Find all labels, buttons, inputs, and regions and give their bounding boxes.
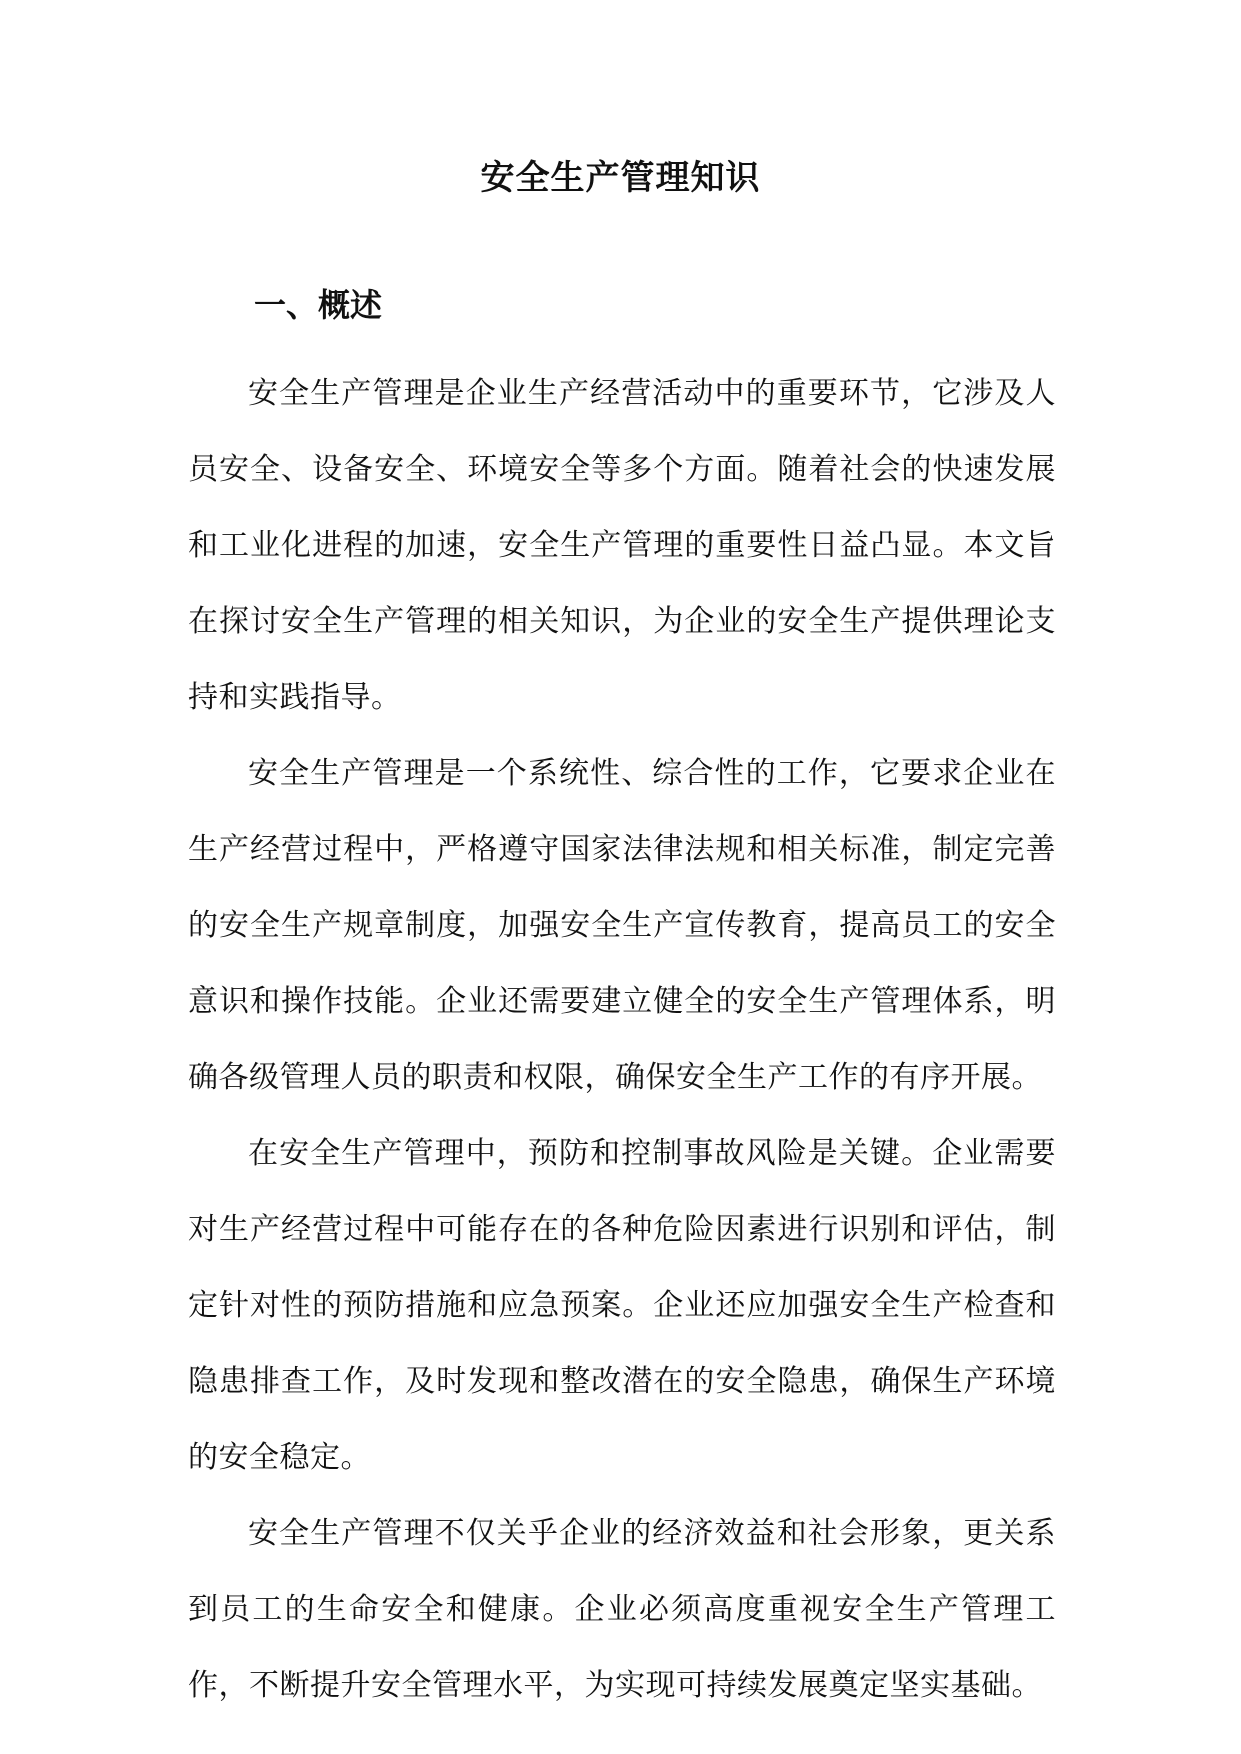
paragraph-2: 安全生产管理是一个系统性、综合性的工作，它要求企业在生产经营过程中，严格遵守国家法律法规和相关标准，制定完善的安全生产规章制度，加强安全生产宣传教育，提高员工的安全意识和操作技能。企业还需要建立健全的安全生产管理体系，明确各级管理人员的职责和权限，确保安全生产工作的有序开展。 <box>188 756 1056 1095</box>
paragraph-1: 安全生产管理是企业生产经营活动中的重要环节，它涉及人员安全、设备安全、环境安全等多个方面。随着社会的快速发展和工业化进程的加速，安全生产管理的重要性日益凸显。本文旨在探讨安全生产管理的相关知识，为企业的安全生产提供理论支持和实践指导。 <box>188 376 1056 715</box>
document-body <box>188 356 1056 1724</box>
section-heading: 一、概述 <box>254 286 383 324</box>
paragraph-3: 在安全生产管理中，预防和控制事故风险是关键。企业需要对生产经营过程中可能存在的各种危险因素进行识别和评估，制定针对性的预防措施和应急预案。企业还应加强安全生产检查和隐患排查工作，及时发现和整改潜在的安全隐患，确保生产环境的安全稳定。 <box>188 1136 1056 1475</box>
document-title: 安全生产管理知识 <box>480 158 761 198</box>
paragraph-4: 安全生产管理不仅关乎企业的经济效益和社会形象，更关系到员工的生命安全和健康。企业必须高度重视安全生产管理工作，不断提升安全管理水平，为实现可持续发展奠定坚实基础。 <box>188 1516 1056 1703</box>
